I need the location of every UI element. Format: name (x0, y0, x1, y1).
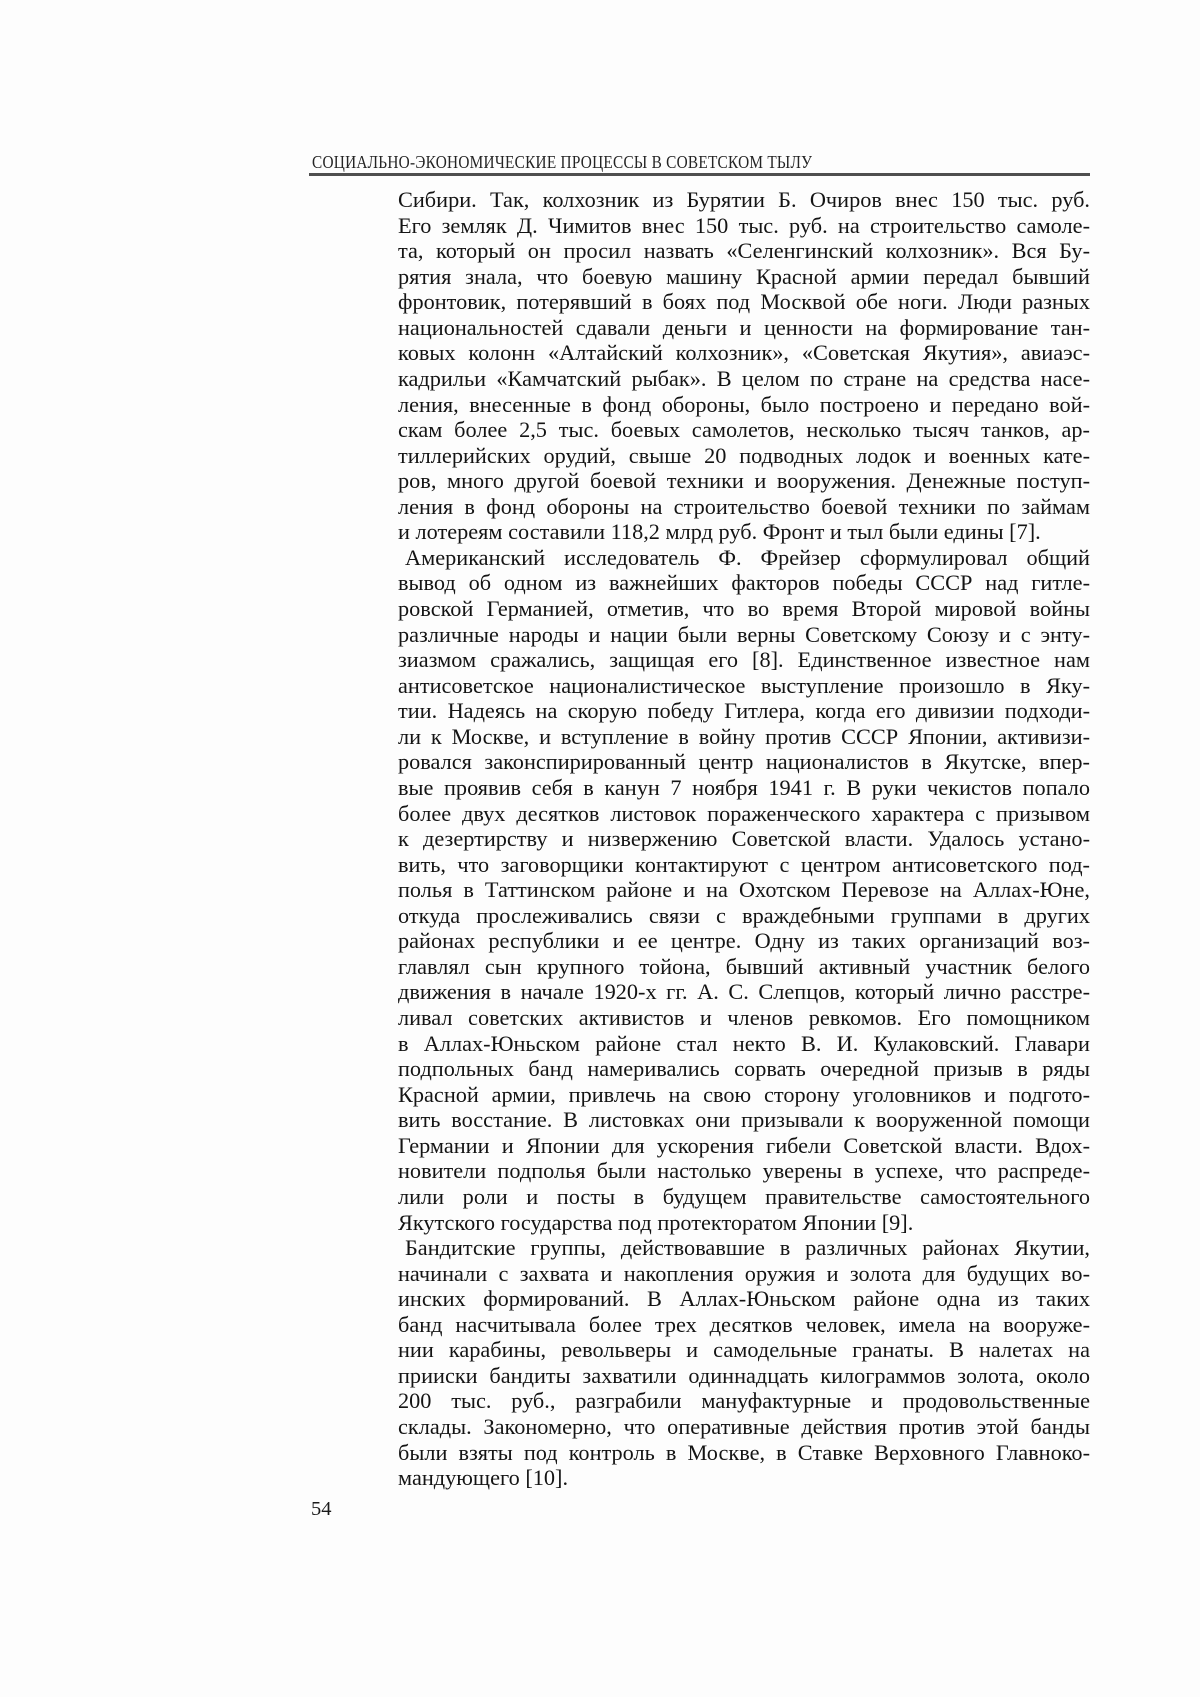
text-line: движения в начале 1920-х гг. А. С. Слепцов, который лично расстре- (398, 979, 1090, 1005)
text-line: полья в Таттинском районе и на Охотском Перевозе на Аллах-Юне, (398, 877, 1090, 903)
text-line: более двух десятков листовок пораженческого характера с призывом (398, 800, 1090, 826)
text-line: тии. Надеясь на скорую победу Гитлера, когда его дивизии подходи- (398, 698, 1090, 724)
text-line: ров, много другой боевой техники и вооружения. Денежные поступ- (398, 468, 1090, 494)
text-line: районах республики и ее центре. Одну из таких организаций воз- (398, 928, 1090, 954)
text-line: Якутского государства под протекторатом Японии [9]. (398, 1209, 914, 1235)
text-line: Сибири. Так, колхозник из Бурятии Б. Очиров внес 150 тыс. руб. (398, 187, 1090, 212)
text-line: Германии и Японии для ускорения гибели Советской власти. Вдох- (398, 1132, 1090, 1158)
text-line: антисоветское националистическое выступление произошло в Яку- (398, 672, 1090, 698)
running-header: СОЦИАЛЬНО-ЭКОНОМИЧЕСКИЕ ПРОЦЕССЫ В СОВЕТСКОМ ТЫЛУ (312, 152, 813, 172)
paragraph (398, 1235, 1090, 1491)
text-line: Красной армии, привлечь на свою сторону уголовников и подгото- (398, 1081, 1090, 1107)
text-line: подпольных банд намеривались сорвать очередной призыв в ряды (398, 1056, 1090, 1082)
text-line: в Аллах-Юньском районе стал некто В. И. Кулаковский. Главари (398, 1030, 1090, 1056)
text-line: новители подполья были настолько уверены в успехе, что распреде- (398, 1158, 1090, 1184)
text-line: различные народы и нации были верны Советскому Союзу и с энту- (398, 621, 1090, 647)
text-line: тиллерийских орудий, свыше 20 подводных лодок и военных кате- (398, 442, 1090, 468)
text-line: Бандитские группы, действовавшие в различных районах Якутии, (405, 1235, 1090, 1261)
text-line: 200 тыс. руб., разграбили мануфактурные и продовольственные (398, 1388, 1090, 1414)
text-line: были взяты под контроль в Москве, в Ставке Верховного Главноко- (398, 1439, 1090, 1465)
text-line: склады. Закономерно, что оперативные действия против этой банды (398, 1414, 1090, 1439)
text-line: ливал советских активистов и членов ревкомов. Его помощником (398, 1005, 1090, 1030)
text-line: ли к Москве, и вступление в войну против СССР Японии, активизи- (398, 723, 1090, 749)
page-number: 54 (311, 1498, 332, 1520)
text-line: ления в фонд обороны на строительство боевой техники по займам (398, 493, 1090, 519)
text-line: инских формирований. В Аллах-Юньском районе одна из таких (398, 1286, 1090, 1312)
text-line: ровской Германией, отметив, что во время Второй мировой войны (398, 596, 1090, 621)
text-line: к дезертирству и низвержению Советской власти. Удалось устано- (398, 826, 1090, 852)
text-line: откуда прослеживались связи с враждебными группами в других (398, 902, 1090, 928)
paragraph (398, 545, 1090, 1235)
text-line: Американский исследователь Ф. Фрейзер сформулировал общий (405, 544, 1090, 570)
text-line: Его земляк Д. Чимитов внес 150 тыс. руб. на строительство самоле- (398, 212, 1090, 238)
text-line: кадрильи «Камчатский рыбак». В целом по стране на средства насе- (398, 365, 1090, 391)
text-line: вить восстание. В листовках они призывали к вооруженной помощи (398, 1107, 1090, 1133)
text-line: национальностей сдавали деньги и ценности на формирование тан- (398, 314, 1090, 340)
text-line: зиазмом сражались, защищая его [8]. Единственное известное нам (398, 647, 1090, 673)
text-line: скам более 2,5 тыс. боевых самолетов, несколько тысяч танков, ар- (398, 417, 1090, 443)
text-line: мандующего [10]. (398, 1465, 569, 1491)
text-line: вить, что заговорщики контактируют с центром антисоветского под- (398, 851, 1090, 877)
text-line: банд насчитывала более трех десятков человек, имела на вооруже- (398, 1311, 1090, 1337)
text-line: та, который он просил назвать «Селенгинский колхозник». Вся Бу- (398, 238, 1090, 264)
text-line: ковых колонн «Алтайский колхозник», «Советская Якутия», авиаэс- (398, 340, 1090, 366)
text-line: начинали с захвата и накопления оружия и золота для будущих во- (398, 1260, 1090, 1286)
text-line: фронтовик, потерявший в боях под Москвой обе ноги. Люди разных (398, 289, 1090, 315)
text-line: вые проявив себя в канун 7 ноября 1941 г. В руки чекистов попало (398, 774, 1090, 800)
paragraph (398, 187, 1090, 545)
text-line: лили роли и посты в будущем правительстве самостоятельного (398, 1183, 1090, 1209)
body-text (398, 187, 1090, 1491)
text-line: ровался законспирированный центр националистов в Якутске, впер- (398, 749, 1090, 775)
text-line: рятия знала, что боевую машину Красной армии передал бывший (398, 263, 1090, 289)
text-line: ления, внесенные в фонд обороны, было построено и передано вой- (398, 391, 1090, 417)
text-line: нии карабины, револьверы и самодельные гранаты. В налетах на (398, 1337, 1090, 1363)
text-line: прииски бандиты захватили одиннадцать килограммов золота, около (398, 1362, 1090, 1388)
text-line: вывод об одном из важнейших факторов победы СССР над гитле- (398, 570, 1090, 596)
text-line: главлял сын крупного тойона, бывший активный участник белого (398, 953, 1090, 979)
text-line: и лотереям составили 118,2 млрд руб. Фронт и тыл были едины [7]. (398, 519, 1041, 545)
header-rule (309, 173, 1090, 176)
